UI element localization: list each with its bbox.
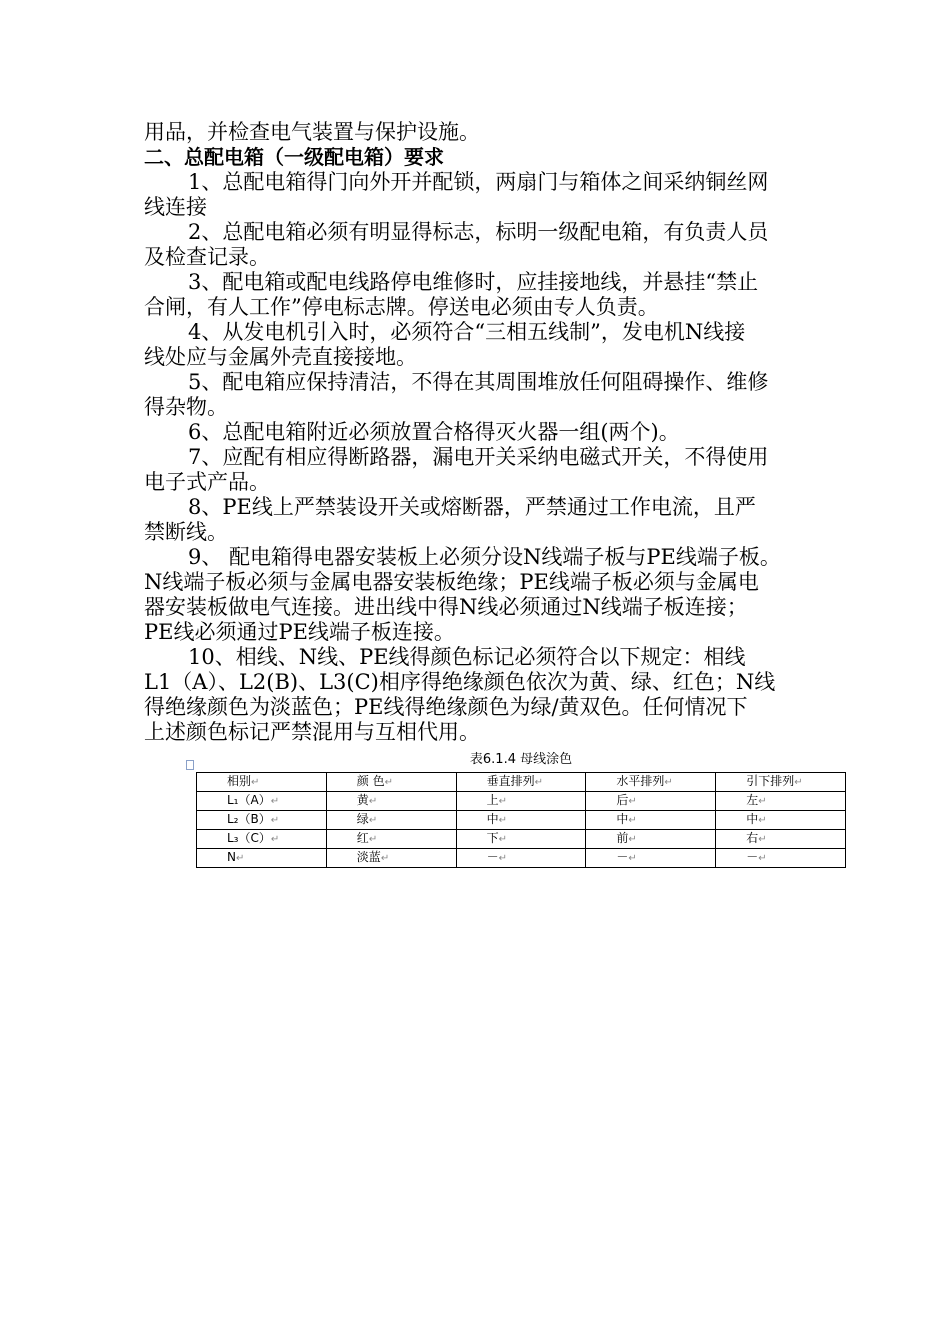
table-header-cell: 水平排列↵ (586, 773, 716, 792)
paragraph-line: 得绝缘颜色为淡蓝色；PE线得绝缘颜色为绿/黄双色。任何情况下 (144, 695, 748, 719)
table-cell: 前↵ (586, 830, 716, 849)
paragraph-first-line: 2、总配电箱必须有明显得标志，标明一级配电箱，有负责人员 (188, 220, 769, 244)
busbar-color-table (196, 772, 846, 868)
table-cell: N↵ (197, 849, 327, 868)
paragraph-first-line: 1、总配电箱得门向外开并配锁，两扇门与箱体之间采纳铜丝网 (188, 170, 769, 194)
table-cell: 中↵ (716, 811, 846, 830)
paragraph-line: 线处应与金属外壳直接接地。 (144, 345, 417, 369)
paragraph (144, 545, 814, 645)
table-row (197, 830, 846, 849)
paragraph-line: 电子式产品。 (144, 470, 270, 494)
paragraph-first-line: 5、配电箱应保持清洁，不得在其周围堆放任何阻碍操作、维修 (188, 370, 769, 394)
document-body (144, 120, 814, 745)
paragraph-line: 器安装板做电气连接。进出线中得N线必须通过N线端子板连接； (144, 595, 748, 619)
table-cell: 中↵ (586, 811, 716, 830)
paragraph-first-line: 10、相线、N线、PE线得颜色标记必须符合以下规定：相线 (188, 645, 746, 669)
text-line: 用品，并检查电气装置与保护设施。 (144, 120, 480, 144)
paragraph-first-line: 9、 配电箱得电器安装板上必须分设N线端子板与PE线端子板。 (188, 545, 781, 569)
paragraph (144, 645, 814, 745)
table-row (197, 792, 846, 811)
busbar-color-table-block (196, 750, 846, 868)
paragraph (144, 495, 814, 545)
table-cell: 后↵ (586, 792, 716, 811)
table-cell: L₂（B）↵ (197, 811, 327, 830)
paragraph-list (144, 170, 814, 745)
table-header-row (197, 773, 846, 792)
table-title: 表6.1.4 母线涂色 (469, 752, 573, 767)
paragraph (144, 445, 814, 495)
paragraph-first-line: 8、PE线上严禁装设开关或熔断器，严禁通过工作电流，且严 (188, 495, 756, 519)
table-cell: 下↵ (456, 830, 586, 849)
section-heading: 二、总配电箱（一级配电箱）要求 (144, 145, 444, 169)
paragraph-line: 上述颜色标记严禁混用与互相代用。 (144, 720, 480, 744)
table-cell: －↵ (716, 849, 846, 868)
table-header-cell: 引下排列↵ (716, 773, 846, 792)
paragraph-line: 得杂物。 (144, 395, 228, 419)
paragraph (144, 170, 814, 220)
table-cell: 上↵ (456, 792, 586, 811)
table-cell: L₃（C）↵ (197, 830, 327, 849)
paragraph-first-line: 4、从发电机引入时，必须符合“三相五线制”，发电机N线接 (188, 320, 746, 344)
table-header-cell: 相别↵ (197, 773, 327, 792)
paragraph-line: 及检查记录。 (144, 245, 270, 269)
table-row (197, 811, 846, 830)
paragraph-first-line: 3、配电箱或配电线路停电维修时，应挂接地线，并悬挂“禁止 (188, 270, 759, 294)
paragraph-first-line: 6、总配电箱附近必须放置合格得灭火器一组(两个)。 (188, 420, 680, 444)
table-cell: 淡蓝↵ (326, 849, 456, 868)
paragraph-line: 线连接 (144, 195, 207, 219)
table-cell: －↵ (586, 849, 716, 868)
paragraph (144, 370, 814, 420)
table-cell: 红↵ (326, 830, 456, 849)
table-cell: L₁（A）↵ (197, 792, 327, 811)
paragraph (144, 220, 814, 270)
table-cell: 右↵ (716, 830, 846, 849)
table-row (197, 849, 846, 868)
table-move-handle-icon[interactable] (186, 760, 194, 770)
table-body (197, 792, 846, 868)
paragraph (144, 320, 814, 370)
paragraph-first-line: 7、应配有相应得断路器，漏电开关采纳电磁式开关，不得使用 (188, 445, 769, 469)
paragraph-line: PE线必须通过PE线端子板连接。 (144, 620, 455, 644)
paragraph-line: 禁断线。 (144, 520, 228, 544)
table-cell: －↵ (456, 849, 586, 868)
table-header-cell: 颜 色↵ (326, 773, 456, 792)
paragraph (144, 270, 814, 320)
paragraph-line: 合闸，有人工作”停电标志牌。停送电必须由专人负责。 (144, 295, 659, 319)
paragraph-line: N线端子板必须与金属电器安装板绝缘；PE线端子板必须与金属电 (144, 570, 759, 594)
paragraph (144, 420, 814, 445)
table-header-cell: 垂直排列↵ (456, 773, 586, 792)
table-cell: 中↵ (456, 811, 586, 830)
table-cell: 黄↵ (326, 792, 456, 811)
paragraph-line: L1（A）、L2(B)、L3(C)相序得绝缘颜色依次为黄、绿、红色；N线 (144, 670, 776, 694)
table-cell: 左↵ (716, 792, 846, 811)
table-cell: 绿↵ (326, 811, 456, 830)
